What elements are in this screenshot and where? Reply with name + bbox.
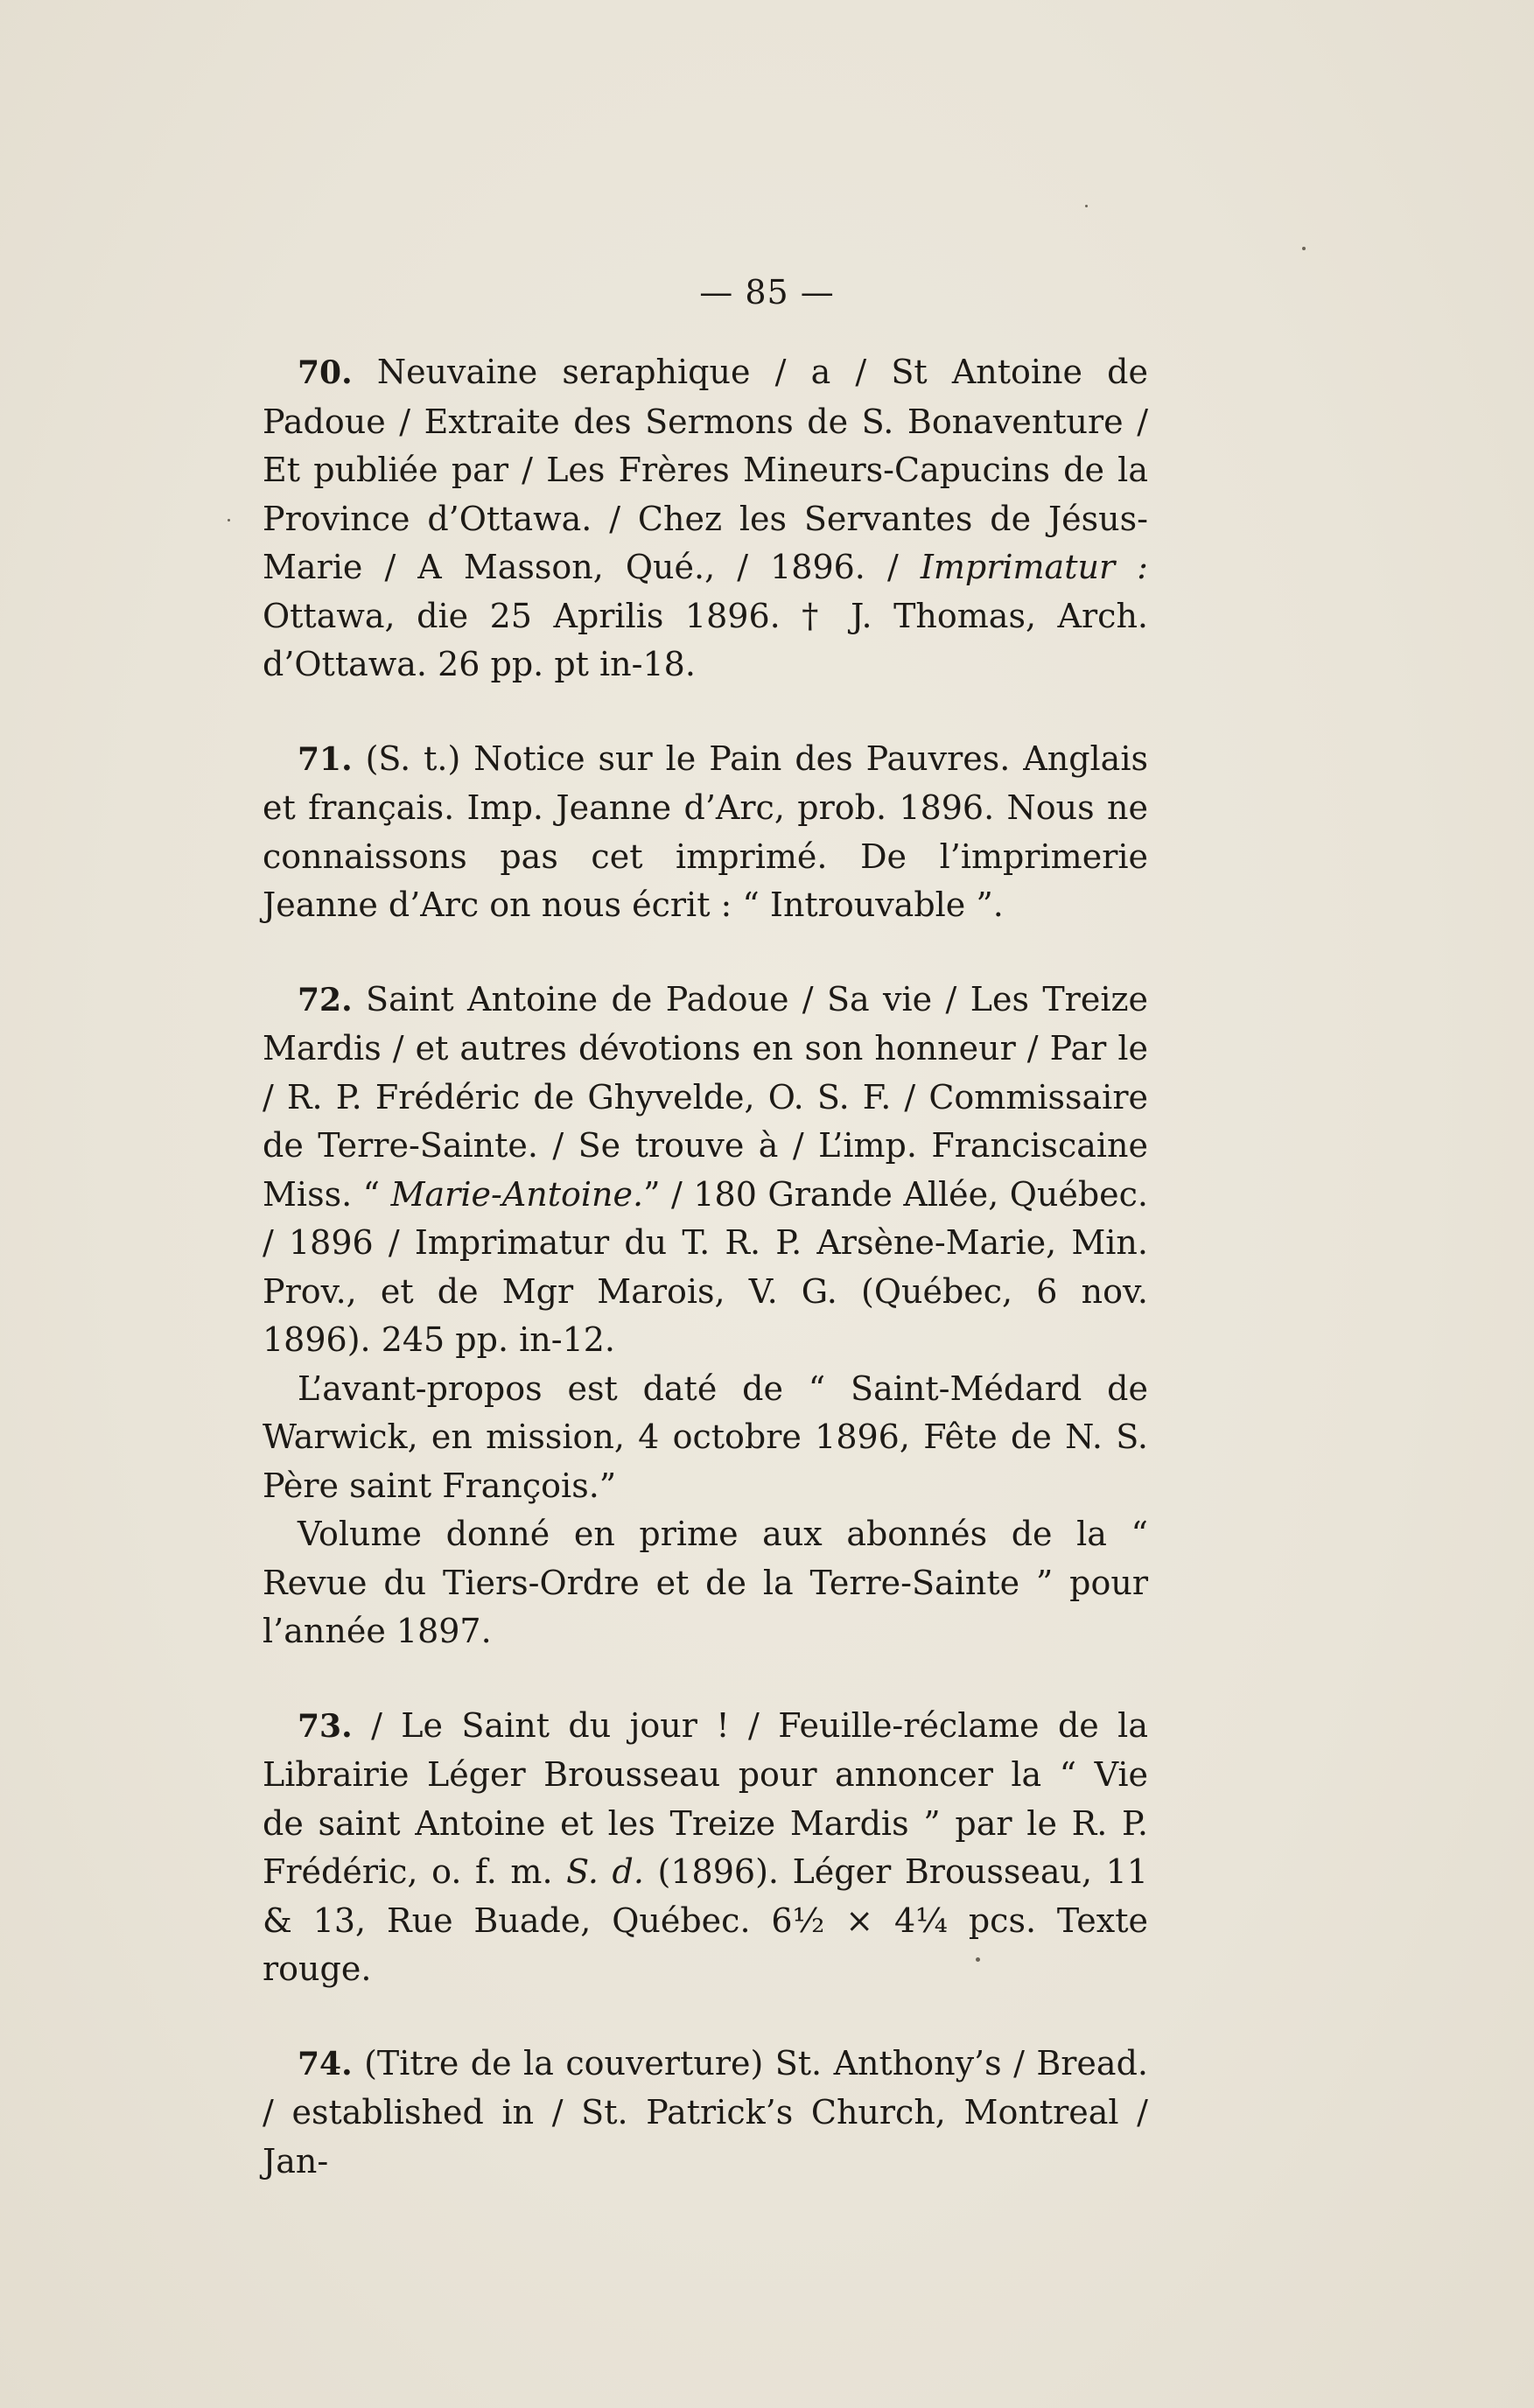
entry-number: 73. (298, 1707, 353, 1745)
paper-speck (976, 1957, 980, 1962)
bibliography-entry (263, 348, 1148, 690)
entry-paragraph (263, 1702, 1148, 1994)
page-number: — 85 — (699, 273, 835, 312)
entry-number: 72. (298, 981, 353, 1018)
bibliography-entries (263, 348, 1148, 2186)
bibliography-entry (263, 976, 1148, 1656)
paper-speck (1302, 247, 1306, 250)
entry-paragraph (263, 348, 1148, 690)
bibliography-entry (263, 735, 1148, 930)
entry-text: ” / 180 Grande Allée, Québec. / 1896 / Imprimatur du T. R. P. Arsène-Marie, Min. Prov., et de Mgr Marois, V. G. (Québec, 6 nov. 1896). 245 pp. in-12. (263, 1174, 1148, 1359)
italic-text: Marie-Antoine. (390, 1174, 644, 1214)
italic-text: S. d. (566, 1852, 644, 1891)
entry-text: Ottawa, die 25 Aprilis 1896. † J. Thomas, Arch. d’Ottawa. 26 pp. pt in-18. (263, 596, 1148, 683)
entry-number: 74. (298, 2045, 353, 2082)
entry-note (263, 1365, 1148, 1511)
bibliography-entry (263, 2040, 1148, 2187)
entry-text: (1896). Léger Brousseau, 11 & 13, Rue Buade, Québec. 6½ × 4¼ pcs. Texte rouge. (263, 1852, 1148, 1988)
entry-text: (Titre de la couverture) St. Anthony’s / Bread. / established in / St. Patrick’s Church, Montreal / Jan- (263, 2043, 1148, 2180)
paper-speck (1085, 205, 1088, 207)
entry-paragraph (263, 2040, 1148, 2187)
italic-text: Imprimatur : (920, 548, 1148, 586)
entry-paragraph (263, 735, 1148, 930)
entry-number: 71. (298, 740, 353, 778)
entry-text: Neuvaine seraphique / a / St Antoine de Padoue / Extraite des Sermons de S. Bonaventure / Et publiée par / Les Frères Mineurs-Capucins de la Province d’Ottawa. / Chez les Servantes de Jésus-Marie / A Masson, Qué., / 1896. / (263, 353, 1148, 586)
entry-text: / Le Saint du jour ! / Feuille-réclame de la Librairie Léger Brousseau pour annoncer la “ Vie de saint Antoine et les Treize Mardis ” par le R. P. Frédéric, o. f. m. (263, 1705, 1148, 1891)
entry-text: L’avant-propos est daté de “ Saint-Médard de Warwick, en mission, 4 octobre 1896, Fête de N. S. Père saint François.” (263, 1368, 1148, 1505)
entry-text: (S. t.) Notice sur le Pain des Pauvres. Anglais et français. Imp. Jeanne d’Arc, prob. 1896. Nous ne connaissons pas cet imprimé. De l’imprimerie Jeanne d’Arc on nous écrit : “ Introuvable ”. (263, 738, 1148, 924)
entry-text: Volume donné en prime aux abonnés de la “ Revue du Tiers-Ordre et de la Terre-Sainte ” pour l’année 1897. (263, 1515, 1148, 1650)
entry-text: Saint Antoine de Padoue / Sa vie / Les Treize Mardis / et autres dévotions en son honneur / Par le / R. P. Frédéric de Ghyvelde, O. S. F. / Commissaire de Terre-Sainte. / Se trouve à / L’imp. Franciscaine Miss. “ (263, 979, 1148, 1214)
entry-number: 70. (298, 354, 353, 391)
entry-note (263, 1510, 1148, 1656)
paper-speck (228, 519, 230, 522)
bibliography-entry (263, 1702, 1148, 1994)
entry-paragraph (263, 976, 1148, 1365)
